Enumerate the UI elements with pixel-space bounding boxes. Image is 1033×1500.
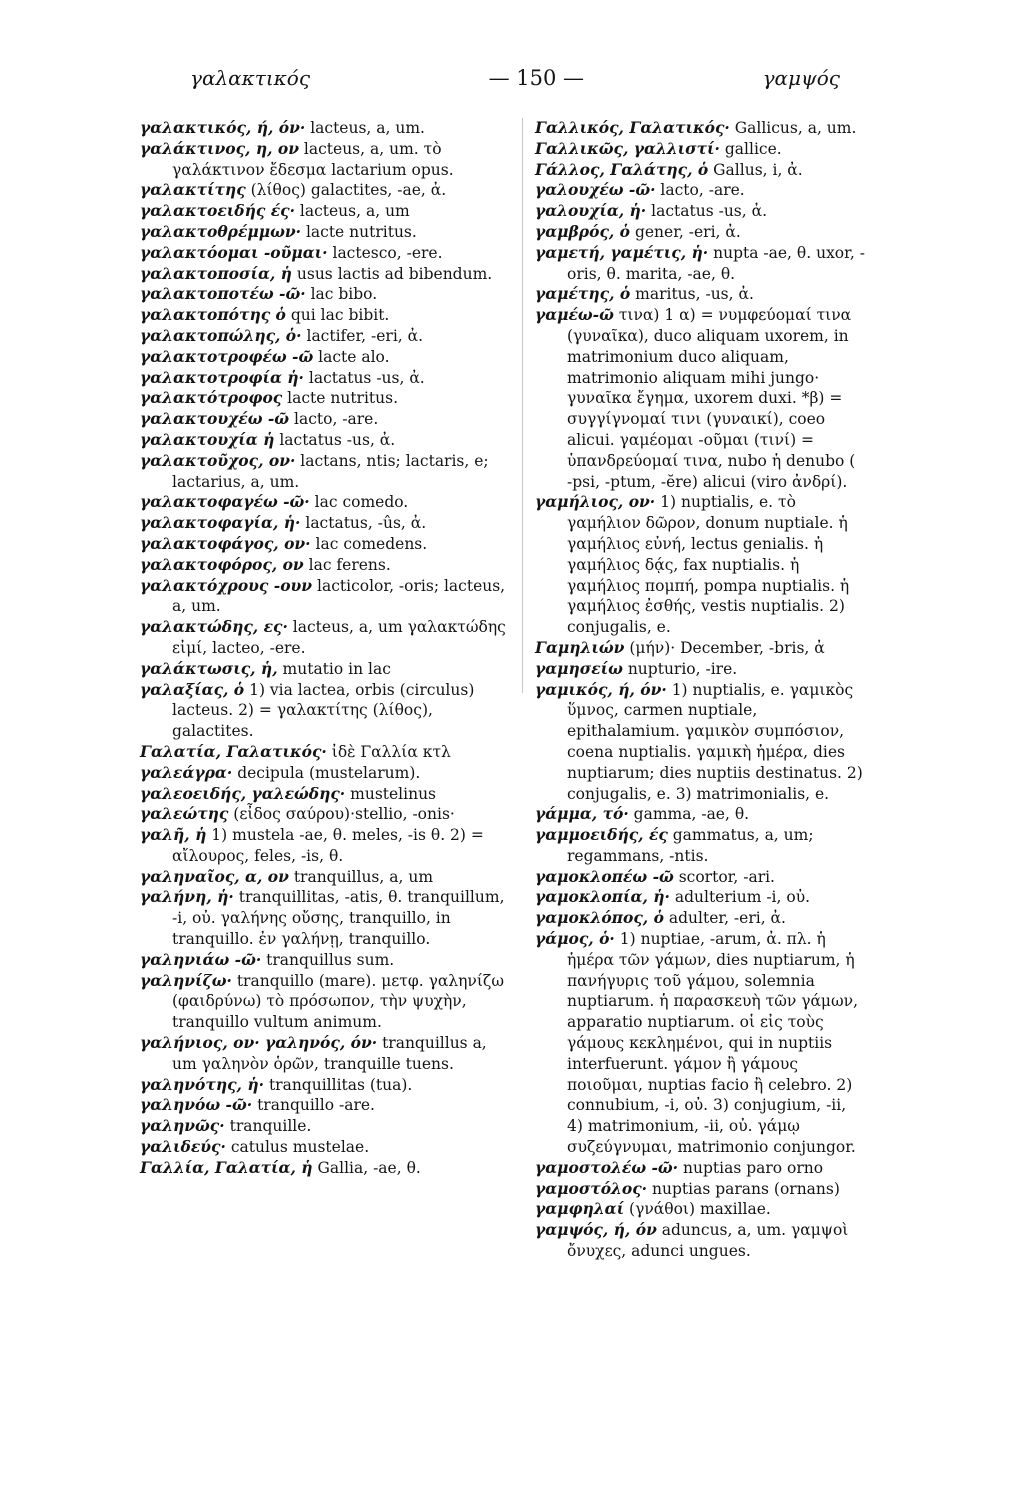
dictionary-entry <box>140 139 512 181</box>
dictionary-entry <box>140 118 512 139</box>
entry-definition: lacteus, a, um. τὸ γαλάκτινον ἔδεσμα lactarium opus. <box>172 139 454 179</box>
dictionary-entry <box>140 1158 512 1179</box>
entry-definition: nupturio, -ire. <box>627 659 738 678</box>
entry-definition: maritus, -us, ἀ. <box>635 285 754 304</box>
entry-definition: lac bibo. <box>310 285 378 304</box>
entry-definition: nupta -ae, θ. uxor, -oris, θ. marita, -ae, θ. <box>567 243 865 283</box>
entry-definition: tranquille. <box>229 1117 312 1136</box>
entry-lemma: γαλεοειδής, γαλεώδης· <box>140 783 346 803</box>
entry-lemma: γαμοκλοπέω -ῶ <box>535 866 674 886</box>
entry-lemma: γαλήνιος, ον· γαληνός, όν· <box>140 1033 378 1053</box>
entry-definition: 1) nuptiae, -arum, ἀ. πλ. ἡ ἡμέρα τῶν γάμων, dies nuptiarum, ἡ πανήγυρις τοῦ γάμου, solemnia nuptiarum. ἡ παρασκευὴ τῶν γάμων, apparatio nuptiarum. οἱ εἰς τοὺς γάμους κεκλημένοι, qui in nuptiis interfuerunt. γάμον ἢ γάμους ποιοῦμαι, nuptias facio ἢ celebro. 2) connubium, -i, οὐ. 3) conjugium, -ii, 4) matrimonium, -ii, οὐ. γάμῳ συζεύγνυμαι, matrimonio conjungor. <box>567 930 858 1157</box>
dictionary-entry <box>140 284 512 305</box>
dictionary-entry <box>140 1033 512 1075</box>
entry-lemma: γαλακτίτης <box>140 180 246 200</box>
entry-definition: usus lactis ad bibendum. <box>296 264 493 283</box>
entry-lemma: γαμήλιος, ον· <box>535 492 656 512</box>
dictionary-entry <box>140 1116 512 1137</box>
entry-definition: (εἶδος σαύρου)·stellio, -onis· <box>233 805 455 824</box>
dictionary-entry <box>535 929 865 1158</box>
dictionary-entry <box>140 659 512 680</box>
entry-definition: lacto, -are. <box>660 181 745 200</box>
dictionary-entry <box>535 867 865 888</box>
dictionary-entry <box>140 409 512 430</box>
entry-lemma: γαληνίζω· <box>140 970 232 990</box>
entry-lemma: γαλάκτινος, η, ον <box>140 138 299 158</box>
entry-definition: gamma, -ae, θ. <box>633 805 750 824</box>
entry-lemma: γαλακτόομαι -οῦμαι· <box>140 242 328 262</box>
dictionary-entry <box>140 971 512 1033</box>
entry-lemma: γαλακτουχία ἡ <box>140 429 275 449</box>
dictionary-entry <box>140 1095 512 1116</box>
dictionary-entry <box>140 326 512 347</box>
entry-definition: τινα) 1 α) = νυμφεύομαί τινα (γυναῖκα), duco aliquam uxorem, in matrimonium duco aliquam, matrimonio aliquam mihi jungo· γυναῖκα ἔγημα, uxorem duxi. *β) = συγγίγνομαί τινι (γυναικί), coeo alicui. γαμέομαι -οῦμαι (τινί) = ὑπανδρεύομαί τινα, nubo ἡ denubo ( -psi, -ptum, -ĕre) alicui (viro ἀνδρί). <box>567 306 856 491</box>
column-divider <box>522 118 523 693</box>
entry-lemma: γαλακτικός, ή, όν· <box>140 118 306 137</box>
dictionary-entry <box>140 368 512 389</box>
entry-lemma: γαλακτοποτέω -ῶ· <box>140 284 306 304</box>
entry-definition: tranquillo -are. <box>257 1096 375 1115</box>
entry-definition: tranquillus sum. <box>266 950 395 969</box>
dictionary-entry <box>535 118 865 139</box>
entry-lemma: γαλακτοπώλης, ὁ· <box>140 325 302 345</box>
entry-lemma: γαμέω-ῶ <box>535 305 614 325</box>
entry-definition: lacte nutritus. <box>305 222 417 241</box>
dictionary-entry <box>535 243 865 285</box>
page-number: — 150 — <box>488 66 585 90</box>
entry-definition: tranquillus a, um γαληνὸν ὁρῶν, tranquille tuens. <box>172 1034 487 1073</box>
entry-lemma: γαλακτοφόρος, ον <box>140 554 304 574</box>
entry-lemma: γαλάκτωσις, ἡ, <box>140 658 278 678</box>
entry-lemma: γαληνιάω -ῶ· <box>140 949 262 969</box>
entry-definition: lac comedens. <box>315 534 428 553</box>
left-running-headword: γαλακτικός <box>190 66 311 90</box>
entry-lemma: γαλαξίας, ὁ <box>140 679 245 699</box>
entry-lemma: γαλακτότροφος <box>140 388 283 408</box>
entry-definition: tranquillus, a, um <box>293 867 434 886</box>
entry-lemma: γαλακτοῦχος, ον· <box>140 450 296 470</box>
entry-lemma: γαλακτοποσία, ἡ <box>140 263 292 283</box>
dictionary-entry <box>140 555 512 576</box>
entry-lemma: γαμβρός, ὁ <box>535 221 631 241</box>
entry-lemma: Γαλλικῶς, γαλλιστί· <box>535 138 720 158</box>
entry-definition: lactatus -us, ἀ. <box>279 430 396 449</box>
entry-lemma: γάμμα, τό· <box>535 804 629 824</box>
entry-lemma: γαλακτοπότης ὁ <box>140 305 286 325</box>
dictionary-entry <box>535 825 865 867</box>
dictionary-entry <box>140 201 512 222</box>
entry-definition: lactatus -us, ἀ. <box>651 202 768 221</box>
entry-definition: Gallus, i, ἀ. <box>713 160 803 179</box>
entry-definition: lacteus, a, um. <box>310 119 425 137</box>
dictionary-entry <box>535 492 865 638</box>
dictionary-entry <box>140 492 512 513</box>
dictionary-entry <box>140 825 512 867</box>
entry-lemma: γαληναῖος, α, ον <box>140 866 289 886</box>
entry-lemma: γαλακτόχρους -ουν <box>140 575 313 595</box>
entry-lemma: γαληνόω -ῶ· <box>140 1095 253 1115</box>
entry-lemma: γαλακτοφαγέω -ῶ· <box>140 492 310 512</box>
entry-lemma: γαληνότης, ἡ· <box>140 1074 264 1094</box>
right-running-headword: γαμψός <box>762 66 840 90</box>
entry-lemma: γαλουχία, ἡ· <box>535 201 647 221</box>
entry-lemma: γαλακτοτροφία ἡ· <box>140 367 304 387</box>
entry-lemma: γαλακτοτροφέω -ῶ <box>140 346 314 366</box>
entry-definition: nuptias parans (ornans) <box>652 1179 840 1198</box>
entry-definition: lac comedo. <box>314 493 409 512</box>
dictionary-entry <box>535 1158 865 1179</box>
entry-lemma: γαμμοειδής, ές <box>535 825 668 845</box>
entry-lemma: γαλακτώδης, ες· <box>140 617 288 637</box>
entry-lemma: γαλακτοειδής ές· <box>140 201 295 221</box>
entry-definition: gener, -eri, ἀ. <box>634 222 741 241</box>
dictionary-entry <box>535 638 865 659</box>
entry-definition: scortor, -ari. <box>678 867 775 886</box>
dictionary-entry <box>140 576 512 618</box>
entry-definition: lacticolor, -oris; lacteus, a, um. <box>172 576 506 616</box>
entry-definition: ἰδὲ Γαλλία κτλ <box>331 742 451 761</box>
left-column <box>140 118 512 1179</box>
entry-lemma: γαλακτουχέω -ῶ <box>140 409 290 429</box>
dictionary-entry <box>535 201 865 222</box>
entry-definition: adulterium -i, οὐ. <box>674 888 811 907</box>
entry-definition: mustelinus <box>350 784 437 803</box>
entry-lemma: Γαλατία, Γαλατικός· <box>140 741 327 761</box>
entry-lemma: Γαλλία, Γαλατία, ἡ <box>140 1157 313 1177</box>
entry-definition: (γνάθοι) maxillae. <box>629 1200 771 1219</box>
dictionary-entry <box>535 1179 865 1200</box>
entry-lemma: γαλεώτης <box>140 804 229 824</box>
entry-definition: (μήν)· December, -bris, ἀ <box>629 638 825 657</box>
dictionary-entry <box>535 160 865 181</box>
entry-definition: gallice. <box>724 139 782 158</box>
entry-lemma: γαλῆ, ἡ <box>140 825 207 845</box>
right-column <box>535 118 865 1262</box>
entry-definition: tranquillitas, -atis, θ. tranquillum, -i, οὐ. γαλήνης οὔσης, tranquillo, in tranquillo. ἐν γαλήνῃ, tranquillo. <box>172 888 505 949</box>
dictionary-entry <box>140 887 512 949</box>
dictionary-entry <box>535 887 865 908</box>
dictionary-entry <box>140 534 512 555</box>
entry-lemma: γαλήνη, ἡ· <box>140 887 234 907</box>
dictionary-entry <box>140 264 512 285</box>
entry-definition: lactifer, -eri, ἀ. <box>306 326 424 345</box>
dictionary-entry <box>535 284 865 305</box>
dictionary-entry <box>535 804 865 825</box>
dictionary-entry <box>535 908 865 929</box>
dictionary-entry <box>140 742 512 763</box>
entry-definition: lacte alo. <box>318 347 390 366</box>
entry-definition: 1) via lactea, orbis (circulus) lacteus. 2) = γαλακτίτης (λίθος), galactites. <box>172 680 475 741</box>
entry-definition: 1) nuptialis, e. τὸ γαμήλιον δῶρον, donum nuptiale. ἡ γαμήλιος εὐνή, lectus genialis. ἡ γαμήλιος δᾴς, fax nuptialis. ἡ γαμήλιος πομπή, pompa nuptialis. ἡ γαμήλιος ἐσθής, vestis nuptialis. 2) conjugalis, e. <box>567 493 850 637</box>
entry-lemma: γαμησείω <box>535 658 623 678</box>
entry-definition: Gallia, -ae, θ. <box>317 1158 421 1177</box>
entry-lemma: γαλουχέω -ῶ· <box>535 180 656 200</box>
dictionary-entry <box>535 305 865 492</box>
entry-lemma: Γάλλος, Γαλάτης, ὁ <box>535 159 709 179</box>
entry-lemma: γαλιδεύς· <box>140 1137 226 1157</box>
entry-definition: lactans, ntis; lactaris, e; lactarius, a, um. <box>172 451 489 491</box>
entry-definition: tranquillo (mare). μετφ. γαληνίζω (φαιδρύνω) τὸ πρόσωπον, τὴν ψυχὴν, tranquillo vultum animum. <box>172 971 504 1032</box>
entry-lemma: γαληνῶς· <box>140 1116 225 1136</box>
dictionary-entry <box>140 180 512 201</box>
dictionary-entry <box>140 867 512 888</box>
dictionary-entry <box>535 222 865 243</box>
entry-definition: nuptias paro orno <box>683 1158 824 1177</box>
entry-definition: qui lac bibit. <box>290 306 390 325</box>
dictionary-entry <box>140 347 512 368</box>
dictionary-entry <box>140 451 512 493</box>
entry-lemma: Γαμηλιών <box>535 637 625 657</box>
entry-lemma: γαλακτοθρέμμων· <box>140 221 302 241</box>
dictionary-entry <box>140 222 512 243</box>
entry-lemma: γαλακτοφάγος, ον· <box>140 533 311 553</box>
entry-definition: catulus mustelae. <box>230 1138 370 1157</box>
entry-definition: lactatus -us, ἀ. <box>308 368 425 387</box>
dictionary-entry <box>140 305 512 326</box>
dictionary-entry <box>535 659 865 680</box>
entry-lemma: γαμέτης, ὁ <box>535 284 631 304</box>
entry-definition: (λίθος) galactites, -ae, ἀ. <box>250 181 447 200</box>
page-header <box>190 66 840 100</box>
dictionary-entry <box>535 1199 865 1220</box>
dictionary-entry <box>140 388 512 409</box>
dictionary-entry <box>140 950 512 971</box>
entry-definition: lacto, -are. <box>294 410 379 429</box>
entry-lemma: γαμικός, ή, όν· <box>535 679 667 699</box>
entry-lemma: γαμετή, γαμέτις, ἡ· <box>535 242 709 262</box>
entry-definition: decipula (mustelarum). <box>237 763 421 782</box>
entry-definition: lac ferens. <box>308 555 391 574</box>
dictionary-entry <box>535 180 865 201</box>
entry-definition: tranquillitas (tua). <box>268 1075 413 1094</box>
dictionary-entry <box>140 243 512 264</box>
entry-lemma: Γαλλικός, Γαλατικός· <box>535 118 730 137</box>
dictionary-entry <box>140 430 512 451</box>
entry-definition: 1) nuptialis, e. γαμικὸς ὕμνος, carmen nuptiale, epithalamium. γαμικὸν συμπόσιον, coena nuptialis. γαμικὴ ἡμέρα, dies nuptiarum; dies nuptiis destinatus. 2) conjugalis, e. 3) matrimonialis, e. <box>567 680 863 803</box>
dictionary-entry <box>535 1220 865 1262</box>
dictionary-entry <box>140 1075 512 1096</box>
dictionary-entry <box>140 784 512 805</box>
dictionary-entry <box>140 680 512 742</box>
entry-definition: aduncus, a, um. γαμψοὶ ὄνυχες, adunci ungues. <box>567 1221 849 1261</box>
entry-definition: lacte nutritus. <box>287 389 399 408</box>
entry-lemma: γαλακτοφαγία, ἡ· <box>140 513 301 533</box>
entry-lemma: γαμοκλόπος, ὁ <box>535 908 664 928</box>
entry-lemma: γαμφηλαί <box>535 1199 625 1219</box>
entry-definition: mutatio in lac <box>282 659 391 678</box>
dictionary-entry <box>140 513 512 534</box>
entry-lemma: γάμος, ὁ· <box>535 929 615 949</box>
entry-definition: gammatus, a, um; regammans, -ntis. <box>567 826 814 865</box>
dictionary-entry <box>140 763 512 784</box>
entry-definition: lacteus, a, um <box>299 202 410 221</box>
entry-definition: adulter, -eri, ἀ. <box>668 909 786 928</box>
dictionary-entry <box>140 617 512 659</box>
entry-lemma: γαμψός, ή, όν <box>535 1220 657 1240</box>
dictionary-entry <box>140 1137 512 1158</box>
entry-definition: 1) mustela -ae, θ. meles, -is θ. 2) = αἴλουρος, feles, -is, θ. <box>172 826 484 865</box>
entry-lemma: γαλεάγρα· <box>140 762 233 782</box>
entry-lemma: γαμοκλοπία, ἡ· <box>535 887 670 907</box>
dictionary-entry <box>535 139 865 160</box>
entry-definition: lactatus, -ûs, ἀ. <box>305 514 427 533</box>
entry-definition: Gallicus, a, um. <box>734 119 857 137</box>
entry-lemma: γαμοστόλος· <box>535 1178 648 1198</box>
entry-definition: lactesco, -ere. <box>332 243 443 262</box>
entry-definition: lacteus, a, um γαλακτώδης εἰμί, lacteo, -ere. <box>172 618 506 657</box>
dictionary-entry <box>535 680 865 805</box>
dictionary-entry <box>140 804 512 825</box>
entry-lemma: γαμοστολέω -ῶ· <box>535 1157 679 1177</box>
